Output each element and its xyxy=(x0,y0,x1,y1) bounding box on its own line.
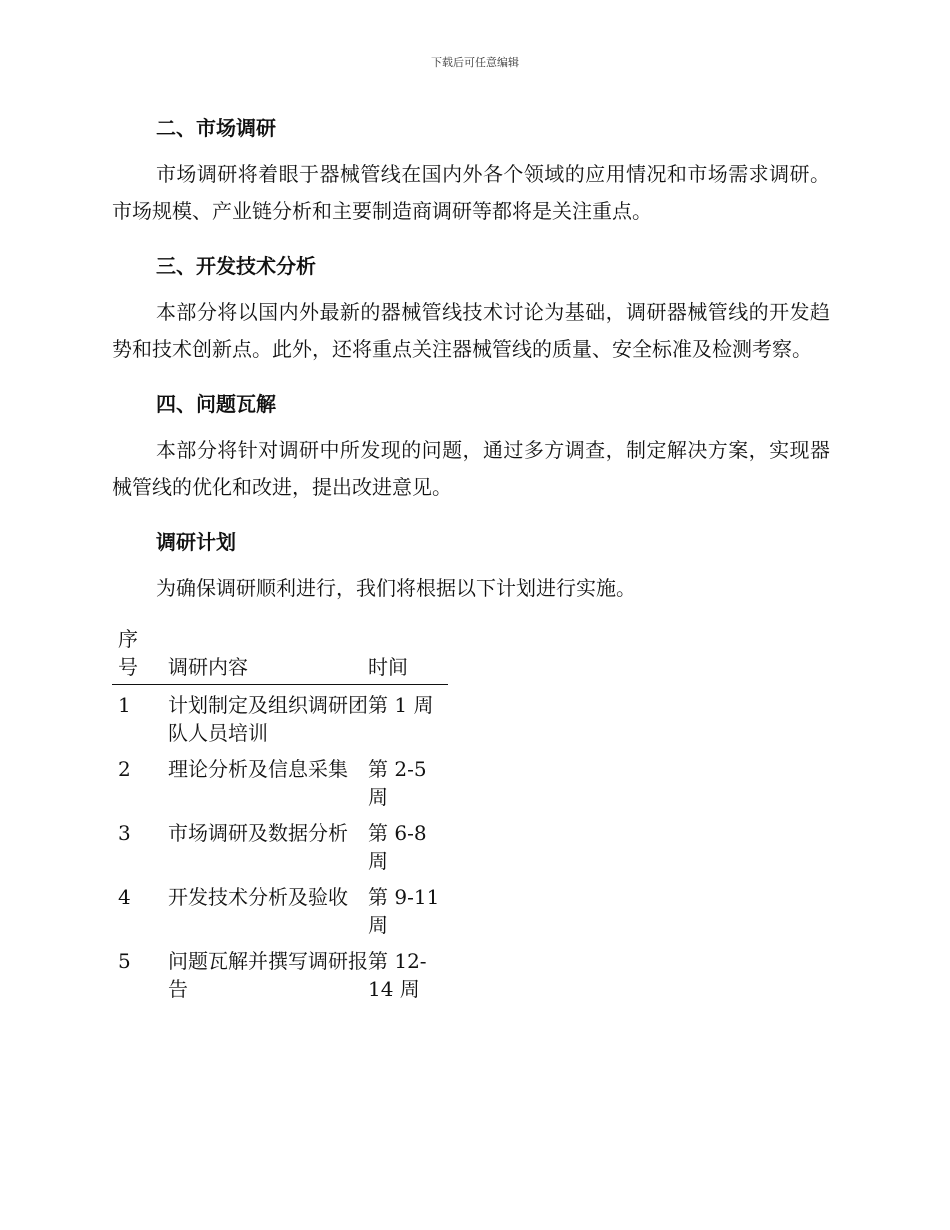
table-header-row xyxy=(112,625,448,685)
table-row xyxy=(112,749,448,813)
section-paragraph-plan: 为确保调研顺利进行，我们将根据以下计划进行实施。 xyxy=(156,576,636,600)
section-heading-tech: 三、开发技术分析 xyxy=(156,254,316,278)
section-paragraph-problem: 本部分将针对调研中所发现的问题，通过多方调查，制定解决方案，实现器械管线的优化和改进，提出改进意见。 xyxy=(112,438,830,499)
table-cell-no: 5 xyxy=(118,949,131,973)
plan-table xyxy=(112,625,448,1005)
section-paragraph-tech: 本部分将以国内外最新的器械管线技术讨论为基础，调研器械管线的开发趋势和技术创新点。此外，还将重点关注器械管线的质量、安全标准及检测考察。 xyxy=(112,300,830,361)
table-row xyxy=(112,685,448,750)
table-row xyxy=(112,941,448,1005)
table-cell-time: 第 2-5 周 xyxy=(368,757,427,809)
table-row xyxy=(112,877,448,941)
section-heading-market: 二、市场调研 xyxy=(156,116,276,140)
table-cell-content: 开发技术分析及验收 xyxy=(168,885,348,909)
page-header-note: 下载后可任意编辑 xyxy=(431,56,519,69)
table-cell-time: 第 12-14 周 xyxy=(368,949,427,1001)
section-paragraph-market: 市场调研将着眼于器械管线在国内外各个领域的应用情况和市场需求调研。市场规模、产业链分析和主要制造商调研等都将是关注重点。 xyxy=(112,162,830,223)
document-body xyxy=(112,108,830,1005)
table-header-content: 调研内容 xyxy=(168,625,368,685)
table-cell-content: 问题瓦解并撰写调研报告 xyxy=(168,949,368,1001)
table-header-time: 时间 xyxy=(368,625,448,685)
table-cell-no: 1 xyxy=(118,693,131,717)
table-cell-no: 3 xyxy=(118,821,131,845)
table-cell-time: 第 1 周 xyxy=(368,693,434,717)
table-cell-time: 第 9-11 周 xyxy=(368,885,440,937)
table-cell-content: 市场调研及数据分析 xyxy=(168,821,348,845)
table-cell-content: 计划制定及组织调研团队人员培训 xyxy=(168,693,368,745)
section-heading-plan: 调研计划 xyxy=(156,530,236,554)
table-header-no: 序号 xyxy=(112,625,168,685)
table-cell-no: 4 xyxy=(118,885,131,909)
table-cell-no: 2 xyxy=(118,757,131,781)
table-cell-content: 理论分析及信息采集 xyxy=(168,757,348,781)
section-heading-problem: 四、问题瓦解 xyxy=(156,392,276,416)
table-cell-time: 第 6-8 周 xyxy=(368,821,427,873)
table-row xyxy=(112,813,448,877)
